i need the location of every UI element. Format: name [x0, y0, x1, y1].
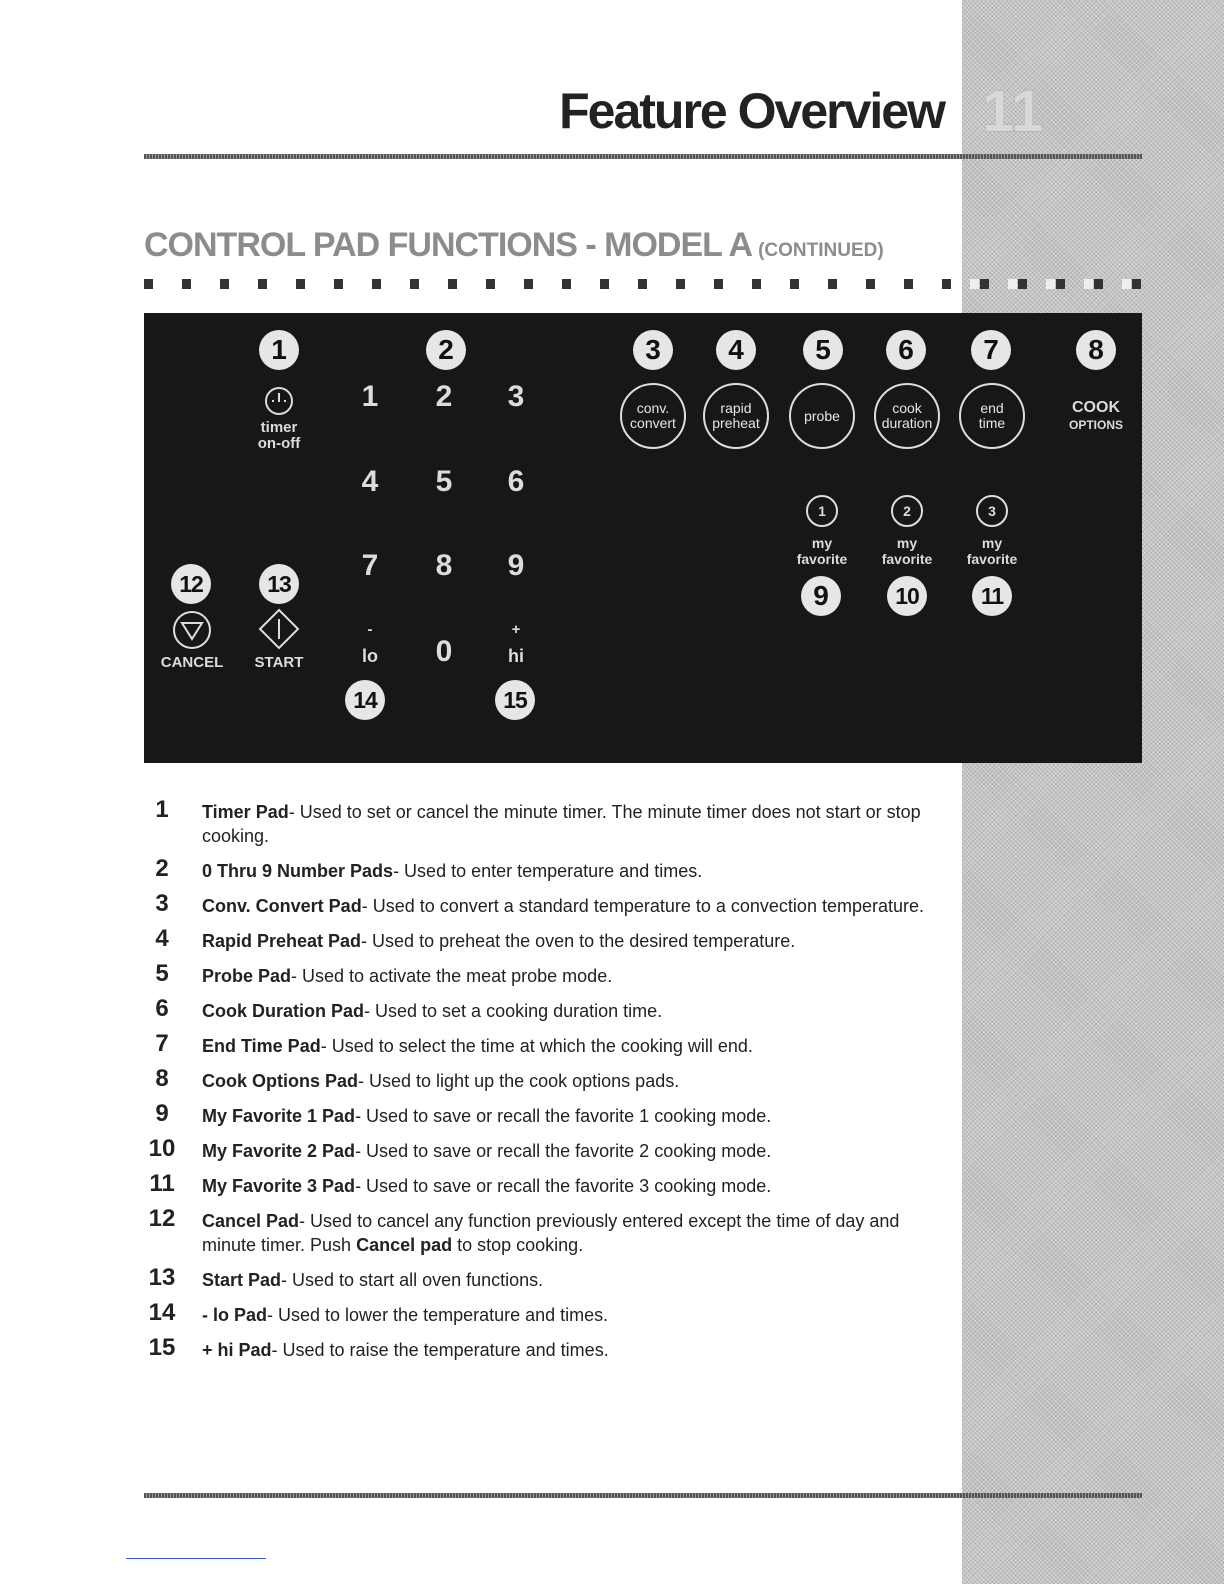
- number-pad-2[interactable]: 2: [435, 380, 453, 413]
- callout-14: 14: [345, 680, 385, 720]
- start-icon[interactable]: [257, 607, 301, 651]
- legend-term: - lo Pad: [202, 1305, 268, 1325]
- legend-item-4: [140, 925, 940, 953]
- legend-number: 13: [148, 1264, 176, 1291]
- legend-term: Probe Pad: [202, 966, 292, 986]
- section-title-text: CONTROL PAD FUNCTIONS - MODEL A: [144, 226, 753, 264]
- legend-item-8: [140, 1065, 940, 1093]
- page-title: Feature Overview: [559, 83, 944, 139]
- number-pad-7[interactable]: 7: [361, 549, 379, 582]
- legend-number: 11: [149, 1170, 175, 1197]
- cook-options-label-1[interactable]: COOK: [1072, 399, 1120, 416]
- legend-desc: - Used to convert a standard temperature to a convection temperature.: [361, 896, 925, 916]
- cook-label-2: duration: [881, 415, 933, 431]
- legend-number: 3: [155, 890, 169, 917]
- callout-11: 11: [972, 576, 1012, 616]
- timer-icon[interactable]: [262, 384, 296, 418]
- rapid-label-1: rapid: [720, 400, 752, 416]
- legend-term: Cook Options Pad: [202, 1071, 359, 1091]
- dotted-divider-light: [970, 279, 1145, 289]
- legend-desc: - Used to select the time at which the cooking will end.: [320, 1036, 753, 1056]
- bottom-rule: [144, 1493, 1142, 1498]
- end-time-pad[interactable]: [959, 383, 1025, 449]
- pad-function-legend: [140, 796, 940, 1373]
- favorite-3-label-1: my: [981, 535, 1003, 551]
- legend-desc: - Used to start all oven functions.: [281, 1270, 544, 1290]
- legend-term: Cook Duration Pad: [202, 1001, 365, 1021]
- number-pad-0[interactable]: 0: [435, 635, 453, 668]
- callout-3: 3: [633, 330, 673, 370]
- legend-term-inline: Cancel pad: [356, 1235, 453, 1255]
- legend-desc-tail: to stop cooking.: [452, 1235, 584, 1255]
- callout-12: 12: [171, 564, 211, 604]
- legend-item-15: [140, 1334, 940, 1362]
- cancel-icon[interactable]: [171, 609, 213, 651]
- favorite-1-label-2: favorite: [796, 551, 848, 567]
- legend-desc: - Used to set or cancel the minute timer. The minute timer does not start or stop cooking.: [202, 802, 921, 846]
- legend-item-5: [140, 960, 940, 988]
- lo-pad[interactable]: lo: [362, 646, 378, 666]
- hi-pad[interactable]: hi: [508, 646, 524, 666]
- callout-4: 4: [716, 330, 756, 370]
- number-pad-5[interactable]: 5: [435, 465, 453, 498]
- control-panel-image: [144, 313, 1142, 763]
- probe-label: probe: [804, 407, 840, 424]
- legend-number: 9: [155, 1100, 169, 1127]
- hi-sign: +: [511, 621, 521, 638]
- top-rule: [144, 154, 1142, 159]
- legend-desc: - Used to light up the cook options pads.: [358, 1071, 680, 1091]
- legend-term: End Time Pad: [202, 1036, 321, 1056]
- conv-convert-pad[interactable]: [620, 383, 686, 449]
- favorite-3-icon[interactable]: 3: [976, 495, 1008, 527]
- legend-term: My Favorite 2 Pad: [202, 1141, 356, 1161]
- number-pad-4[interactable]: 4: [361, 465, 379, 498]
- legend-number: 1: [155, 796, 169, 823]
- number-pad-9[interactable]: 9: [507, 549, 525, 582]
- number-pad-8[interactable]: 8: [435, 549, 453, 582]
- favorite-2-icon[interactable]: 2: [891, 495, 923, 527]
- favorite-2-label-2: favorite: [881, 551, 933, 567]
- legend-desc: - Used to cancel any function previously entered except the time of day and minute timer. Push: [202, 1211, 900, 1255]
- legend-desc: - Used to save or recall the favorite 3 cooking mode.: [355, 1176, 772, 1196]
- cook-options-label-2: OPTIONS: [1068, 418, 1123, 432]
- legend-desc: - Used to save or recall the favorite 1 cooking mode.: [355, 1106, 772, 1126]
- number-pad-6[interactable]: 6: [507, 465, 525, 498]
- footer-line: [126, 1558, 266, 1559]
- legend-item-11: [140, 1170, 940, 1198]
- callout-15: 15: [495, 680, 535, 720]
- callout-2: 2: [426, 330, 466, 370]
- page-number: 11: [982, 79, 1044, 144]
- legend-item-1: [140, 796, 940, 848]
- section-continued: (CONTINUED): [758, 240, 884, 261]
- legend-term: My Favorite 1 Pad: [202, 1106, 356, 1126]
- legend-term: Conv. Convert Pad: [202, 896, 362, 916]
- legend-term: Timer Pad: [202, 802, 289, 822]
- end-label-2: time: [978, 415, 1006, 431]
- side-strip: [962, 0, 1224, 1584]
- callout-6: 6: [886, 330, 926, 370]
- number-pad-3[interactable]: 3: [507, 380, 525, 413]
- callout-5: 5: [803, 330, 843, 370]
- legend-term: Cancel Pad: [202, 1211, 300, 1231]
- legend-item-9: [140, 1100, 940, 1128]
- callout-10: 10: [887, 576, 927, 616]
- legend-number: 15: [148, 1334, 176, 1361]
- legend-item-14: [140, 1299, 940, 1327]
- callout-9: 9: [801, 576, 841, 616]
- legend-number: 14: [148, 1299, 176, 1326]
- legend-item-10: [140, 1135, 940, 1163]
- legend-term: + hi Pad: [202, 1340, 272, 1360]
- favorite-1-label-1: my: [811, 535, 833, 551]
- legend-term: 0 Thru 9 Number Pads: [202, 861, 394, 881]
- probe-pad[interactable]: [789, 383, 855, 449]
- favorite-2-label-1: my: [896, 535, 918, 551]
- cook-duration-pad[interactable]: [874, 383, 940, 449]
- callout-7: 7: [971, 330, 1011, 370]
- legend-term: Rapid Preheat Pad: [202, 931, 362, 951]
- legend-item-7: [140, 1030, 940, 1058]
- cook-label-1: cook: [892, 400, 922, 416]
- number-pad-1[interactable]: 1: [361, 380, 379, 413]
- legend-item-6: [140, 995, 940, 1023]
- rapid-preheat-pad[interactable]: [703, 383, 769, 449]
- legend-desc: - Used to enter temperature and times.: [393, 861, 703, 881]
- legend-desc: - Used to save or recall the favorite 2 cooking mode.: [355, 1141, 772, 1161]
- cancel-label: CANCEL: [160, 654, 224, 671]
- conv-label-2: convert: [630, 415, 676, 431]
- rapid-label-2: preheat: [712, 415, 760, 431]
- favorite-1-icon[interactable]: 1: [806, 495, 838, 527]
- callout-1: 1: [259, 330, 299, 370]
- conv-label-1: conv.: [636, 400, 670, 416]
- legend-number: 2: [155, 855, 169, 882]
- legend-item-3: [140, 890, 940, 918]
- legend-number: 10: [148, 1135, 176, 1162]
- legend-number: 7: [155, 1030, 169, 1057]
- callout-8: 8: [1076, 330, 1116, 370]
- legend-desc: - Used to raise the temperature and times.: [271, 1340, 609, 1360]
- legend-item-2: [140, 855, 940, 883]
- legend-number: 6: [155, 995, 169, 1022]
- legend-item-12: [140, 1205, 940, 1257]
- callout-13: 13: [259, 564, 299, 604]
- legend-number: 12: [148, 1205, 176, 1232]
- section-title: [144, 226, 884, 265]
- legend-number: 4: [155, 925, 169, 952]
- legend-desc: - Used to activate the meat probe mode.: [291, 966, 613, 986]
- legend-desc: - Used to preheat the oven to the desired temperature.: [361, 931, 796, 951]
- favorite-3-label-2: favorite: [966, 551, 1018, 567]
- legend-desc: - Used to lower the temperature and times.: [267, 1305, 609, 1325]
- start-label: START: [254, 654, 304, 671]
- legend-term: My Favorite 3 Pad: [202, 1176, 356, 1196]
- legend-desc: - Used to set a cooking duration time.: [364, 1001, 663, 1021]
- legend-term: Start Pad: [202, 1270, 282, 1290]
- lo-sign: -: [367, 621, 373, 638]
- legend-number: 8: [155, 1065, 169, 1092]
- timer-label-1: timer: [260, 419, 298, 436]
- legend-item-13: [140, 1264, 940, 1292]
- legend-number: 5: [155, 960, 169, 987]
- end-label-1: end: [980, 400, 1004, 416]
- timer-label-2: on-off: [257, 435, 301, 452]
